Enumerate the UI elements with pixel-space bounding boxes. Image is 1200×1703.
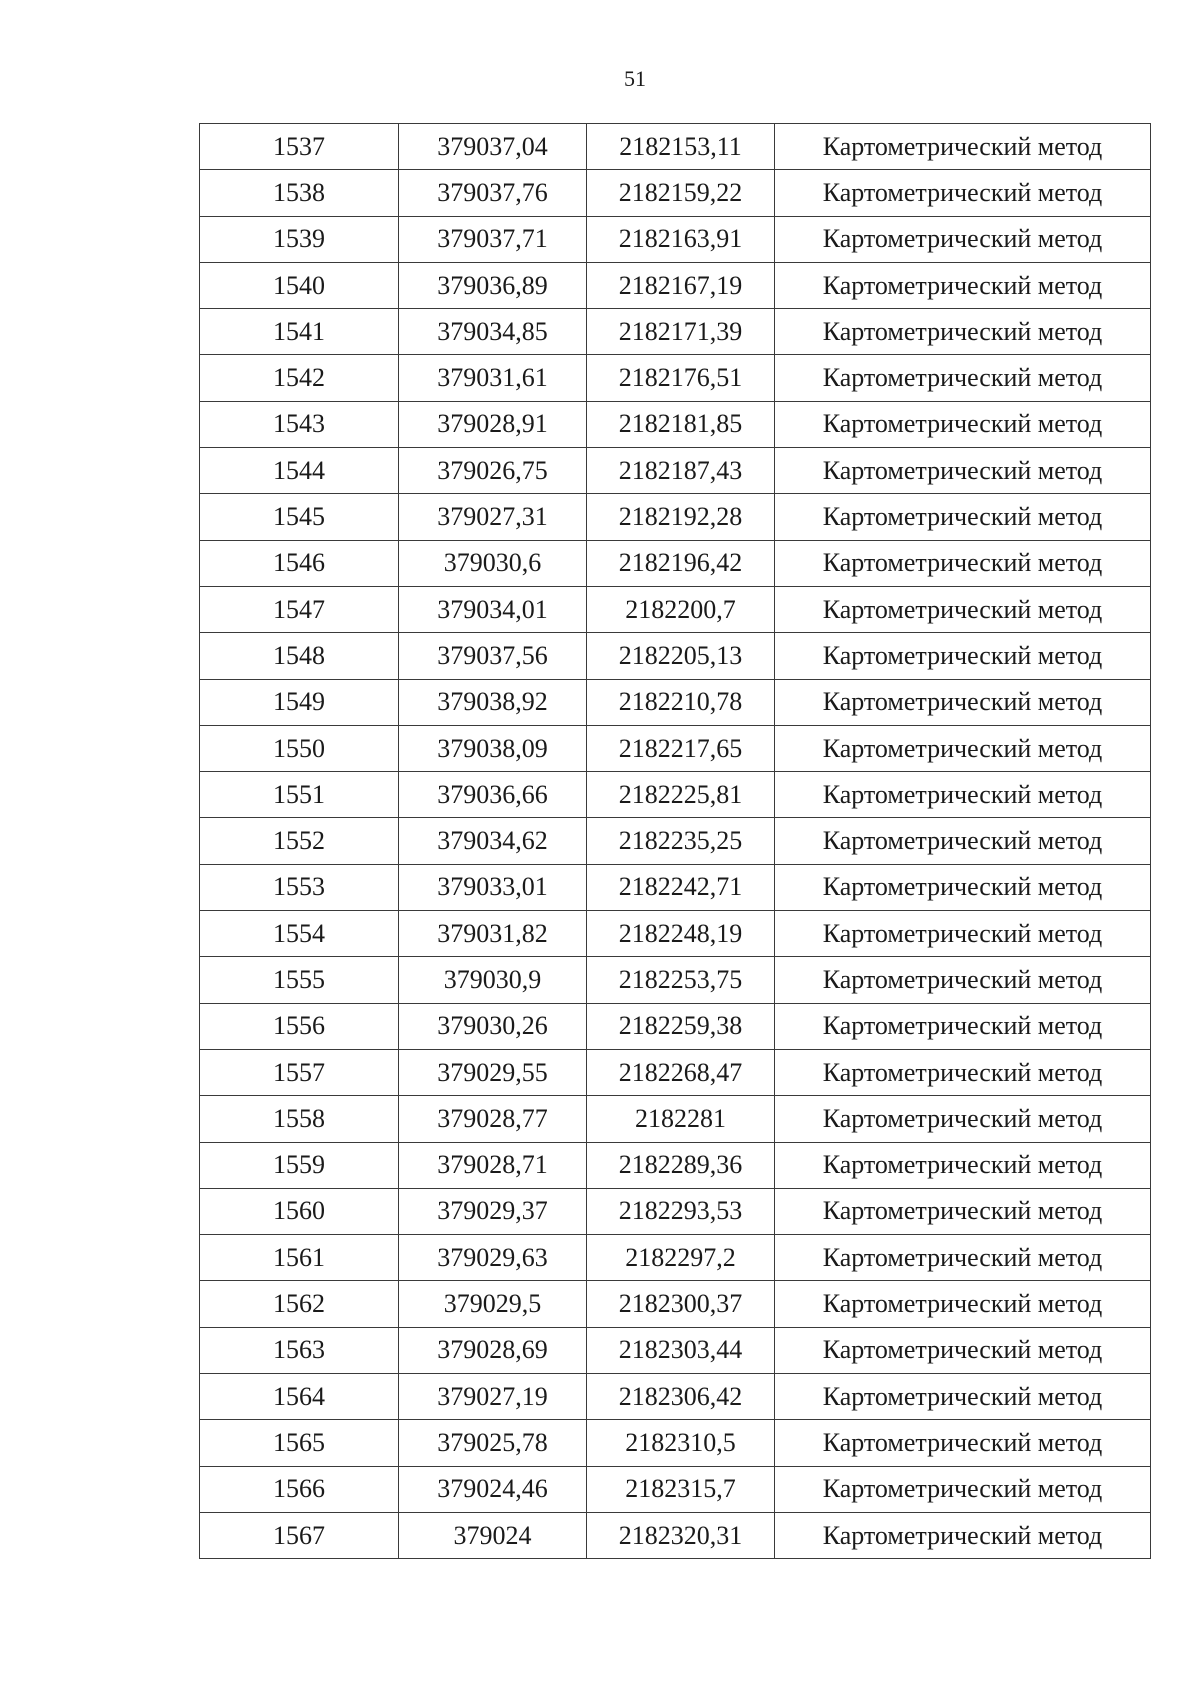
- x-coordinate-cell: 379029,37: [399, 1188, 587, 1234]
- y-coordinate-cell: 2182163,91: [587, 216, 775, 262]
- y-coordinate-cell: 2182315,7: [587, 1466, 775, 1512]
- table-row: [200, 1420, 1151, 1466]
- table-row: [200, 586, 1151, 632]
- method-cell: Картометрический метод: [775, 1142, 1151, 1188]
- method-cell: Картометрический метод: [775, 911, 1151, 957]
- method-cell: Картометрический метод: [775, 124, 1151, 170]
- x-coordinate-cell: 379037,76: [399, 170, 587, 216]
- point-number-cell: 1550: [200, 725, 399, 771]
- table-row: [200, 1049, 1151, 1095]
- x-coordinate-cell: 379030,26: [399, 1003, 587, 1049]
- y-coordinate-cell: 2182187,43: [587, 448, 775, 494]
- x-coordinate-cell: 379024,46: [399, 1466, 587, 1512]
- point-number-cell: 1543: [200, 401, 399, 447]
- method-cell: Картометрический метод: [775, 772, 1151, 818]
- table-row: [200, 262, 1151, 308]
- table-row: [200, 1096, 1151, 1142]
- x-coordinate-cell: 379028,69: [399, 1327, 587, 1373]
- y-coordinate-cell: 2182205,13: [587, 633, 775, 679]
- point-number-cell: 1554: [200, 911, 399, 957]
- point-number-cell: 1563: [200, 1327, 399, 1373]
- point-number-cell: 1558: [200, 1096, 399, 1142]
- method-cell: Картометрический метод: [775, 1374, 1151, 1420]
- table-row: [200, 170, 1151, 216]
- y-coordinate-cell: 2182297,2: [587, 1235, 775, 1281]
- y-coordinate-cell: 2182192,28: [587, 494, 775, 540]
- table-row: [200, 679, 1151, 725]
- y-coordinate-cell: 2182248,19: [587, 911, 775, 957]
- x-coordinate-cell: 379028,71: [399, 1142, 587, 1188]
- point-number-cell: 1560: [200, 1188, 399, 1234]
- y-coordinate-cell: 2182181,85: [587, 401, 775, 447]
- coordinates-table-body: [200, 124, 1151, 1559]
- point-number-cell: 1549: [200, 679, 399, 725]
- point-number-cell: 1545: [200, 494, 399, 540]
- table-row: [200, 1188, 1151, 1234]
- y-coordinate-cell: 2182171,39: [587, 309, 775, 355]
- table-row: [200, 864, 1151, 910]
- point-number-cell: 1546: [200, 540, 399, 586]
- point-number-cell: 1553: [200, 864, 399, 910]
- y-coordinate-cell: 2182300,37: [587, 1281, 775, 1327]
- table-row: [200, 1003, 1151, 1049]
- method-cell: Картометрический метод: [775, 448, 1151, 494]
- method-cell: Картометрический метод: [775, 586, 1151, 632]
- table-row: [200, 355, 1151, 401]
- method-cell: Картометрический метод: [775, 1096, 1151, 1142]
- point-number-cell: 1566: [200, 1466, 399, 1512]
- y-coordinate-cell: 2182210,78: [587, 679, 775, 725]
- table-row: [200, 633, 1151, 679]
- x-coordinate-cell: 379025,78: [399, 1420, 587, 1466]
- table-row: [200, 448, 1151, 494]
- y-coordinate-cell: 2182235,25: [587, 818, 775, 864]
- x-coordinate-cell: 379029,63: [399, 1235, 587, 1281]
- method-cell: Картометрический метод: [775, 540, 1151, 586]
- table-row: [200, 401, 1151, 447]
- point-number-cell: 1538: [200, 170, 399, 216]
- method-cell: Картометрический метод: [775, 262, 1151, 308]
- point-number-cell: 1551: [200, 772, 399, 818]
- table-row: [200, 772, 1151, 818]
- y-coordinate-cell: 2182268,47: [587, 1049, 775, 1095]
- table-row: [200, 1281, 1151, 1327]
- method-cell: Картометрический метод: [775, 818, 1151, 864]
- method-cell: Картометрический метод: [775, 1420, 1151, 1466]
- table-row: [200, 911, 1151, 957]
- y-coordinate-cell: 2182320,31: [587, 1512, 775, 1558]
- x-coordinate-cell: 379028,77: [399, 1096, 587, 1142]
- point-number-cell: 1555: [200, 957, 399, 1003]
- y-coordinate-cell: 2182253,75: [587, 957, 775, 1003]
- point-number-cell: 1541: [200, 309, 399, 355]
- y-coordinate-cell: 2182289,36: [587, 1142, 775, 1188]
- table-row: [200, 1374, 1151, 1420]
- x-coordinate-cell: 379027,19: [399, 1374, 587, 1420]
- y-coordinate-cell: 2182200,7: [587, 586, 775, 632]
- point-number-cell: 1564: [200, 1374, 399, 1420]
- table-row: [200, 1327, 1151, 1373]
- point-number-cell: 1537: [200, 124, 399, 170]
- y-coordinate-cell: 2182225,81: [587, 772, 775, 818]
- x-coordinate-cell: 379038,09: [399, 725, 587, 771]
- x-coordinate-cell: 379037,71: [399, 216, 587, 262]
- point-number-cell: 1539: [200, 216, 399, 262]
- table-row: [200, 1235, 1151, 1281]
- y-coordinate-cell: 2182153,11: [587, 124, 775, 170]
- x-coordinate-cell: 379031,61: [399, 355, 587, 401]
- method-cell: Картометрический метод: [775, 1003, 1151, 1049]
- table-row: [200, 540, 1151, 586]
- table-row: [200, 494, 1151, 540]
- method-cell: Картометрический метод: [775, 957, 1151, 1003]
- method-cell: Картометрический метод: [775, 494, 1151, 540]
- table-row: [200, 124, 1151, 170]
- point-number-cell: 1567: [200, 1512, 399, 1558]
- point-number-cell: 1556: [200, 1003, 399, 1049]
- point-number-cell: 1544: [200, 448, 399, 494]
- y-coordinate-cell: 2182310,5: [587, 1420, 775, 1466]
- method-cell: Картометрический метод: [775, 1281, 1151, 1327]
- method-cell: Картометрический метод: [775, 633, 1151, 679]
- method-cell: Картометрический метод: [775, 679, 1151, 725]
- x-coordinate-cell: 379024: [399, 1512, 587, 1558]
- page-number: 51: [624, 66, 646, 91]
- method-cell: Картометрический метод: [775, 1512, 1151, 1558]
- point-number-cell: 1565: [200, 1420, 399, 1466]
- x-coordinate-cell: 379028,91: [399, 401, 587, 447]
- table-row: [200, 216, 1151, 262]
- x-coordinate-cell: 379034,01: [399, 586, 587, 632]
- table-row: [200, 725, 1151, 771]
- method-cell: Картометрический метод: [775, 216, 1151, 262]
- table-row: [200, 957, 1151, 1003]
- x-coordinate-cell: 379034,62: [399, 818, 587, 864]
- table-row: [200, 1142, 1151, 1188]
- y-coordinate-cell: 2182242,71: [587, 864, 775, 910]
- x-coordinate-cell: 379036,66: [399, 772, 587, 818]
- method-cell: Картометрический метод: [775, 1327, 1151, 1373]
- point-number-cell: 1561: [200, 1235, 399, 1281]
- table-row: [200, 309, 1151, 355]
- y-coordinate-cell: 2182159,22: [587, 170, 775, 216]
- method-cell: Картометрический метод: [775, 864, 1151, 910]
- method-cell: Картометрический метод: [775, 1188, 1151, 1234]
- method-cell: Картометрический метод: [775, 1049, 1151, 1095]
- point-number-cell: 1540: [200, 262, 399, 308]
- x-coordinate-cell: 379030,6: [399, 540, 587, 586]
- x-coordinate-cell: 379037,56: [399, 633, 587, 679]
- y-coordinate-cell: 2182176,51: [587, 355, 775, 401]
- point-number-cell: 1547: [200, 586, 399, 632]
- method-cell: Картометрический метод: [775, 1466, 1151, 1512]
- method-cell: Картометрический метод: [775, 401, 1151, 447]
- y-coordinate-cell: 2182167,19: [587, 262, 775, 308]
- method-cell: Картометрический метод: [775, 309, 1151, 355]
- coordinates-table: [199, 123, 1151, 1559]
- y-coordinate-cell: 2182217,65: [587, 725, 775, 771]
- x-coordinate-cell: 379031,82: [399, 911, 587, 957]
- method-cell: Картометрический метод: [775, 355, 1151, 401]
- method-cell: Картометрический метод: [775, 725, 1151, 771]
- point-number-cell: 1542: [200, 355, 399, 401]
- x-coordinate-cell: 379038,92: [399, 679, 587, 725]
- x-coordinate-cell: 379036,89: [399, 262, 587, 308]
- x-coordinate-cell: 379029,5: [399, 1281, 587, 1327]
- point-number-cell: 1559: [200, 1142, 399, 1188]
- x-coordinate-cell: 379029,55: [399, 1049, 587, 1095]
- point-number-cell: 1548: [200, 633, 399, 679]
- x-coordinate-cell: 379030,9: [399, 957, 587, 1003]
- y-coordinate-cell: 2182303,44: [587, 1327, 775, 1373]
- x-coordinate-cell: 379033,01: [399, 864, 587, 910]
- y-coordinate-cell: 2182196,42: [587, 540, 775, 586]
- point-number-cell: 1557: [200, 1049, 399, 1095]
- point-number-cell: 1562: [200, 1281, 399, 1327]
- table-row: [200, 818, 1151, 864]
- x-coordinate-cell: 379027,31: [399, 494, 587, 540]
- y-coordinate-cell: 2182259,38: [587, 1003, 775, 1049]
- x-coordinate-cell: 379037,04: [399, 124, 587, 170]
- x-coordinate-cell: 379026,75: [399, 448, 587, 494]
- x-coordinate-cell: 379034,85: [399, 309, 587, 355]
- table-row: [200, 1466, 1151, 1512]
- method-cell: Картометрический метод: [775, 170, 1151, 216]
- table-row: [200, 1512, 1151, 1558]
- y-coordinate-cell: 2182306,42: [587, 1374, 775, 1420]
- y-coordinate-cell: 2182293,53: [587, 1188, 775, 1234]
- method-cell: Картометрический метод: [775, 1235, 1151, 1281]
- y-coordinate-cell: 2182281: [587, 1096, 775, 1142]
- point-number-cell: 1552: [200, 818, 399, 864]
